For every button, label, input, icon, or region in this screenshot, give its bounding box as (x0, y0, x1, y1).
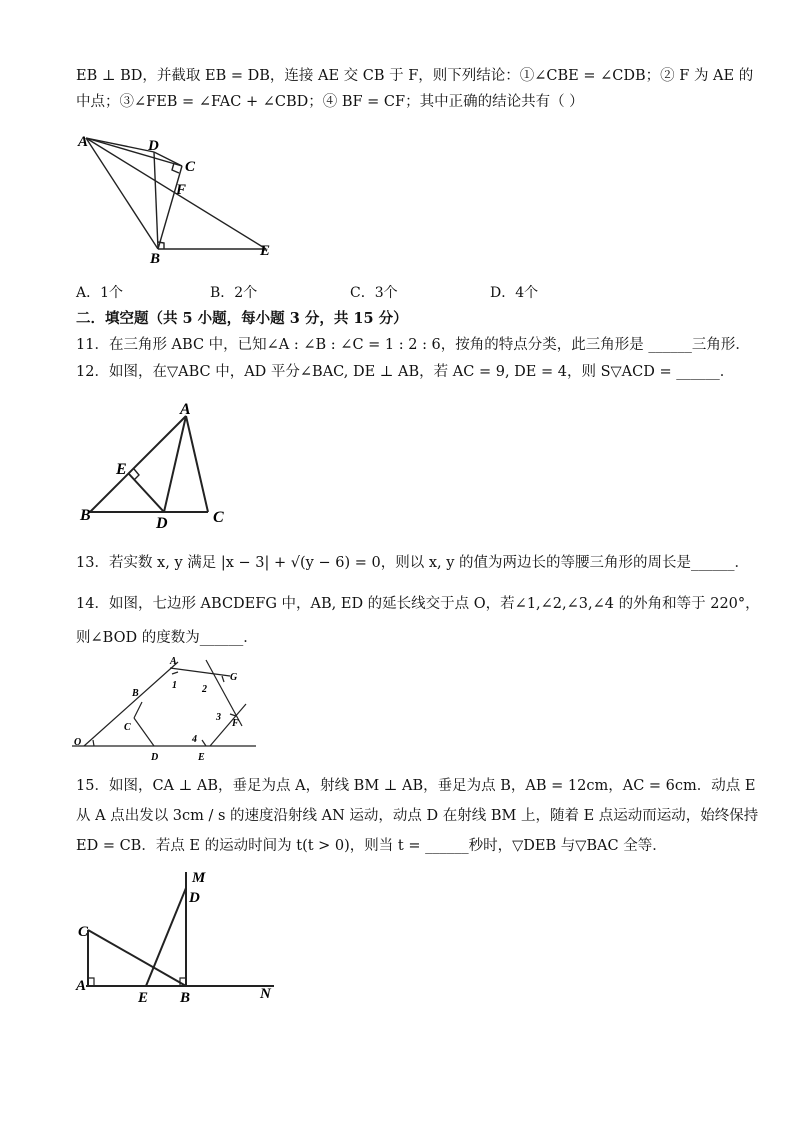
q15-text-line-2: 从 A 点出发以 3cm / s 的速度沿射线 AN 运动，动点 D 在射线 BM 上，随着 E 点运动而运动，始终保持 (76, 808, 759, 824)
q10-label-B: B (150, 251, 161, 267)
q14-text-line-2: 则∠BOD 的度数为______． (76, 630, 258, 646)
q12-label-B: B (80, 507, 91, 524)
q10-label-C: C (185, 159, 196, 175)
q14-label-B: B (132, 688, 139, 699)
q15-label-A: A (76, 978, 87, 994)
q14-seg-AG (170, 668, 230, 676)
q15-label-D: D (189, 890, 200, 906)
q12-seg-AD (164, 416, 186, 512)
q12-label-A: A (180, 401, 191, 418)
q15-label-N: N (260, 986, 271, 1002)
q12-label-D: D (156, 515, 168, 532)
q15-seg-CB (88, 930, 186, 986)
q12-text: 12．如图，在▽ABC 中，AD 平分∠BAC, DE ⊥ AB，若 AC = 9, DE = 4，则 S▽ACD = ______． (76, 364, 735, 380)
q12-label-E: E (116, 461, 127, 478)
q10-figure (74, 128, 284, 268)
q13-text: 13．若实数 x, y 满足 |x − 3| + √(y − 6) = 0，则以 x, y 的值为两边长的等腰三角形的周长是______． (76, 555, 750, 571)
q10-seg-CB (158, 166, 182, 249)
q12-figure (76, 398, 246, 532)
q14-angle-mark-O (93, 740, 94, 746)
q15-label-C: C (78, 924, 89, 940)
q10-seg-AB (86, 138, 158, 249)
q15-seg-ED (146, 888, 186, 986)
q14-seg-F-ext (210, 704, 246, 746)
q14-label-A: A (170, 656, 177, 667)
q10-label-F: F (176, 182, 187, 198)
q14-text-line-1: 14．如图，七边形 ABCDEFG 中，AB, ED 的延长线交于点 O，若∠1,∠2,∠3,∠4 的外角和等于 220°， (76, 596, 760, 612)
q14-angle-mark-4 (202, 740, 206, 746)
q10-label-E: E (260, 243, 271, 259)
q15-figure (74, 866, 288, 1006)
q14-figure (70, 654, 260, 763)
q14-angle-label-3: 3 (216, 712, 221, 723)
q10-text-line-1: EB ⊥ BD，并截取 EB = DB，连接 AE 交 CB 于 F，则下列结论：①∠CBE = ∠CDB；② F 为 AE 的 (76, 68, 754, 84)
q14-label-D: D (151, 752, 159, 763)
q10-seg-DB (154, 152, 158, 249)
q14-line-OA (84, 662, 178, 746)
q14-angle-label-4: 4 (192, 734, 197, 745)
q14-seg-GF-ext (206, 660, 242, 726)
q10-option-c[interactable]: C．3个 (350, 285, 398, 301)
q11-text: 11．在三角形 ABC 中，已知∠A : ∠B : ∠C = 1 : 2 : 6，按角的特点分类，此三角形是 ______三角形． (76, 337, 750, 353)
q10-text-line-2: 中点；③∠FEB = ∠FAC + ∠CBD；④ BF = CF；其中正确的结论共有（ ） (76, 94, 584, 110)
q12-label-C: C (213, 509, 224, 526)
q14-label-F: F (232, 718, 239, 729)
q14-angle-label-1: 1 (172, 680, 177, 691)
section-2-heading: 二．填空题（共 5 小题，每小题 3 分，共 15 分） (76, 310, 408, 327)
q14-label-E: E (198, 752, 205, 763)
q12-seg-AB (90, 416, 186, 512)
q14-angle-mark-1 (172, 672, 178, 674)
q14-angle-mark-2 (222, 676, 224, 682)
q12-seg-AC (186, 416, 208, 512)
q10-seg-AC (86, 138, 182, 166)
q14-label-G: G (230, 672, 238, 683)
q10-option-d[interactable]: D．4个 (490, 285, 539, 301)
q10-option-b[interactable]: B．2个 (210, 285, 258, 301)
q12-right-angle-E (134, 469, 139, 480)
q15-label-E: E (138, 990, 149, 1006)
q10-option-a[interactable]: A．1个 (76, 285, 124, 301)
q14-angle-label-2: 2 (202, 684, 207, 695)
q15-label-M: M (192, 870, 206, 886)
q14-label-C: C (124, 722, 131, 733)
q14-label-O: O (74, 737, 82, 748)
q14-seg-CD (134, 718, 154, 746)
q10-label-D: D (148, 138, 159, 154)
q15-label-B: B (180, 990, 191, 1006)
q15-text-line-3: ED = CB．若点 E 的运动时间为 t(t > 0)，则当 t = ______秒时，▽DEB 与▽BAC 全等． (76, 838, 667, 854)
q15-text-line-1: 15．如图，CA ⊥ AB，垂足为点 A，射线 BM ⊥ AB，垂足为点 B，AB = 12cm，AC = 6cm．动点 E (76, 778, 756, 794)
q10-label-A: A (78, 134, 89, 150)
q14-seg-BC (134, 702, 142, 718)
